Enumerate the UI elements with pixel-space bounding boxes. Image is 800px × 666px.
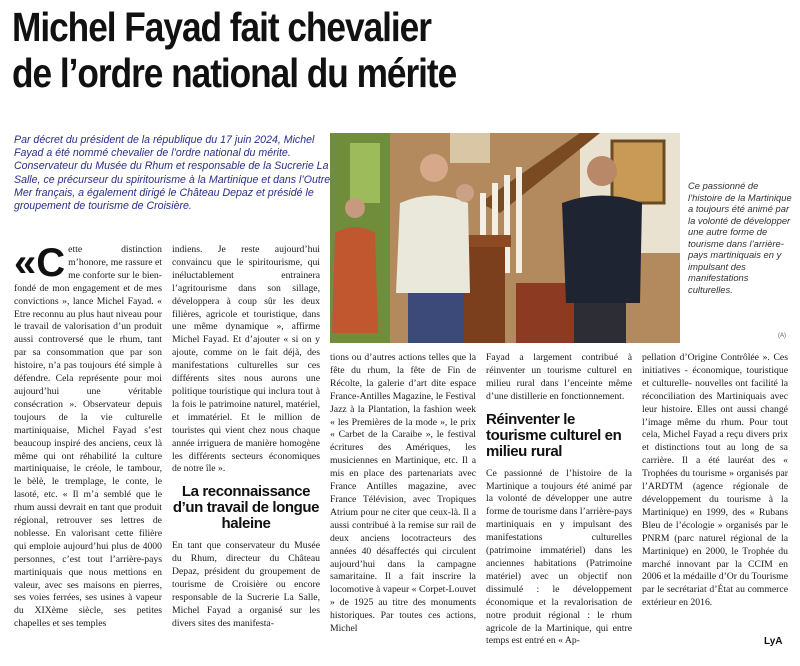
headline	[12, 4, 683, 96]
column-2-text-1: indiens. Je reste aujourd’hui convaincu que le spiritourisme, qui inéluctablement entrainera l’agritourisme dans son sillage, développera à coup sûr les deux filières, agricole et touristique, dans une même dynamique », affirme Michel Fayad. Et d’ajouter « si on y ajoute, comme on le fait déjà, des manifestations culturelles sur ces différents sites nous aurons une politique touristique qui inclura tout à la fois le patrimoine naturel, matériel, et immatériel. Et le million de touristes qui vient chez nous chaque année irriguera de manière homogène les différents secteurs économiques de notre île ».	[172, 244, 320, 475]
photo-illustration	[330, 133, 680, 343]
column-3-text: tions ou d’autres actions telles que la fête du rhum, la fête de Fin de Récolte, la galerie d’art dite espace France-Antilles Magazine, le Festival Jazz à la Plantation, la fashion week « les Premières de la mode », le prix « Carbet de la Caraibe », le festival écritures des Amériques, les musiciennes en Martinique, etc. Il a mis en place des partenariats avec France Antilles magazine, avec France Télévision, avec Tropiques Atrium pour ne citer que ceux-là. Il a aussi contribué à la remise sur rail de deux anciens locotracteurs des années 40 désaffectés qui circulent aujourd’hui dans la campagne samaritaine. Il a fait inscrire la locomotive à vapeur « Corpet-Louvet » de 1925 au titre des monuments historiques. Par toutes ces actions, Michel	[330, 352, 476, 635]
article-column-2	[172, 244, 320, 631]
author-signature: LyA	[764, 636, 783, 647]
lead-paragraph: Par décret du président de la république du 17 juin 2024, Michel Fayad a été nommé chevalier de l’ordre national du mérite. Conservateur du Musée du Rhum et responsable de la Sucrerie La Salle, ce précurseur du spiritourisme à la Martinique et dans l’Outre Mer français, a également dirigé le Château Depaz et présidé le groupement de tourisme de Croisière.	[14, 134, 331, 213]
column-4-text-2: Ce passionné de l’histoire de la Martinique a toujours été animé par la volonté de développer une autre forme de tourisme dans l’arrière-pays martiniquais en y impulsant des manifestations culturelles (patrimoine immatériel) dans les anciennes habitations (Patrimoine matériel) avec un objectif non dissimulé : le développement économique et la revalorisation de notre produit régional : le rhum agricole de la Martinique, qui entre temps est entré en « Ap-	[486, 467, 632, 647]
photo-credit: (A)	[778, 333, 786, 339]
subheading-reconnaissance: La reconnaissance d’un travail de longue haleine	[172, 483, 320, 533]
article-column-1	[14, 241, 162, 631]
drop-cap: «C	[14, 241, 66, 285]
column-2-text-2: En tant que conservateur du Musée du Rhum, directeur du Château Depaz, président du groupement de tourisme de Croisière ou encore responsable de la Sucrerie La Salle, Michel Fayad a organisé sur les divers sites des manifesta-	[172, 540, 320, 629]
photo-caption: Ce passionné de l’histoire de la Martinique a toujours été animé par la volonté de développer une autre forme de tourisme dans l’arrière-pays martiniquais en y impulsant des manifestations culturelles.	[688, 180, 792, 295]
headline-line-2: de l’ordre national du mérite	[12, 50, 457, 96]
article-column-5	[642, 352, 788, 610]
article-column-3	[330, 352, 476, 636]
subheading-reinventer: Réinventer le tourisme culturel en milieu rural	[486, 410, 622, 460]
article-photo	[330, 133, 680, 343]
headline-line-1: Michel Fayad fait chevalier	[12, 4, 431, 50]
column-4-text-1: Fayad a largement contribué à réinventer un tourisme culturel en milieu rural dans l’enceinte même d’une distillerie en fonctionnement.	[486, 352, 632, 402]
article-column-4	[486, 352, 632, 648]
column-5-text: pellation d’Origine Contrôlée ». Ces initiatives - économique, touristique et culturelle- nouvelles ont facilité la réconciliation des Martiniquais avec leur histoire. Elles ont aussi changé l’image même du rhum. Pour tout cela, Michel Fayad a reçu divers prix et distinctions tout au long de sa carrière. Il a été lauréat des « Trophées du tourisme » organisés par l’ARDTM (agence régionale de développement du tourisme à la Martinique) en 1999, des « Rubans Bleu de l’écologie » organisés par le PNRM (parc naturel régional de la Martinique) en 2000, le Trophée du marché innovant par la CCIM en 2006 et la médaille d’Or du Tourisme par le secrétariat d’État au commerce extérieur en 2016.	[642, 352, 788, 609]
column-1-text: ette distinction m’honore, me rassure et me conforte sur le bien-fondé de mon engagement et de mes convictions », lance Michel Fayad. « Etre reconnu au plus haut niveau pour le travail de valorisation d’un produit aussi controversé que le rhum, tant par sa consommation que par son histoire, n’a pas toujours été simple à défendre. Cela représente pour moi aujourd’hui une véritable consécration ». Observateur depuis toujours de la vie culturelle martiniquaise, Michel Fayad s’est beaucoup inspiré des anciens, ceux là même qui ont réhabilité la culture martiniquaise, le créole, le tambour, le bèlè, le tremplage, le conte, le lasoté, etc. « Il m’a semblé que le rhum aussi devrait en tant que produit régional, retrouver ses lettres de noblesse. En valorisant cette filière qui emploie aujourd’hui plus de 4000 personnes, c’est tout l’arrière-pays martiniquais que nous mettions en valeur, avec ses maisons en pierres, ses voies ferrées, ses usines à vapeur du XIXème siècle, ses petites chapelles et ses temples	[14, 244, 162, 630]
